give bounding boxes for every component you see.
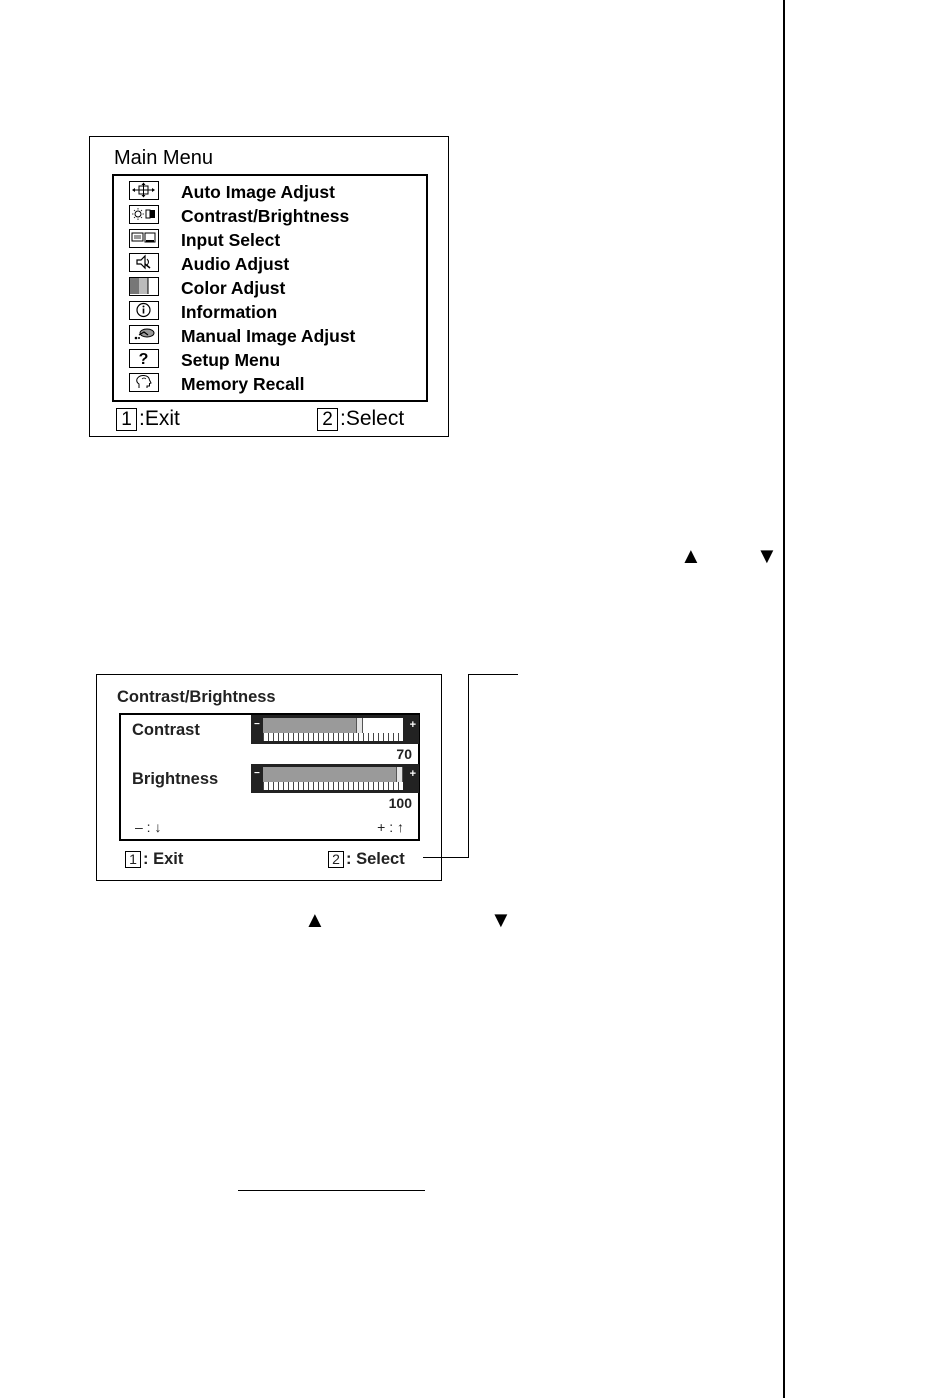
cb-select-label: : Select [346,850,405,868]
main-menu-list [112,174,428,402]
speaker-icon [129,253,159,272]
cb-title: Contrast/Brightness [117,688,276,706]
down-arrow-icon: ▼ [490,907,512,932]
brightness-value: 100 [388,795,412,811]
menu-item-information[interactable] [114,299,426,323]
increase-hint: + : ↑ [377,819,404,835]
key-2-box: 2 [317,408,338,431]
contrast-brightness-osd [96,674,442,881]
menu-item-label: Color Adjust [181,278,286,298]
menu-item-label: Input Select [181,230,281,250]
slider-thumb[interactable] [356,718,363,733]
color-bars-icon [129,277,159,296]
menu-item-memory-recall[interactable] [114,371,426,395]
contrast-slider[interactable] [251,715,419,744]
slider-ticks [263,782,403,790]
select-hint[interactable] [317,407,404,431]
sun-contrast-icon [129,205,159,224]
exit-label: :Exit [139,407,180,430]
move-arrows-icon [129,181,159,200]
slider-fill [263,767,403,782]
callout-line-top [468,674,518,675]
menu-item-contrast-brightness[interactable] [114,203,426,227]
menu-item-audio-adjust[interactable] [114,251,426,275]
cb-adjust-area [119,713,420,841]
brightness-slider[interactable] [251,764,419,793]
down-arrow-icon: ▼ [756,543,778,568]
slider-plus-icon: + [409,768,416,780]
menu-item-label: Manual Image Adjust [181,326,356,346]
info-icon [129,301,159,320]
menu-item-label: Audio Adjust [181,254,290,274]
cb-exit-label: : Exit [143,850,184,868]
page-border-line [783,0,785,1398]
contrast-value: 70 [396,746,412,762]
cb-exit-hint[interactable] [125,850,183,869]
menu-item-label: Auto Image Adjust [181,182,335,202]
svg-text:?: ? [138,351,149,366]
main-menu-title: Main Menu [114,147,213,169]
question-icon [129,349,159,368]
slider-thumb[interactable] [396,767,403,782]
decrease-hint: – : ↓ [135,819,162,835]
slider-fill [263,718,363,733]
slider-track [263,767,403,782]
head-recall-icon [129,373,159,392]
key-1-box: 1 [125,851,141,868]
menu-item-manual-image-adjust[interactable] [114,323,426,347]
brightness-label: Brightness [132,770,219,788]
contrast-label: Contrast [132,721,200,739]
footer-rule [238,1190,425,1191]
menu-item-input-select[interactable] [114,227,426,251]
select-label: :Select [340,407,405,430]
slider-track [263,718,403,733]
slider-ticks [263,733,403,741]
menu-item-label: Setup Menu [181,350,281,370]
menu-item-auto-image-adjust[interactable] [114,179,426,203]
hand-adjust-icon [129,325,159,344]
up-arrow-icon: ▲ [304,907,326,932]
up-arrow-icon: ▲ [680,543,702,568]
callout-line-bottom [423,857,469,858]
slider-minus-icon: − [254,768,260,779]
menu-item-label: Contrast/Brightness [181,206,350,226]
key-2-box: 2 [328,851,344,868]
input-source-icon [129,229,159,248]
menu-item-label: Information [181,302,278,322]
menu-item-label: Memory Recall [181,374,305,394]
slider-minus-icon: − [254,719,260,730]
slider-plus-icon: + [409,719,416,731]
menu-item-color-adjust[interactable] [114,275,426,299]
exit-hint[interactable] [116,407,180,431]
menu-item-setup-menu[interactable] [114,347,426,371]
cb-select-hint[interactable] [328,850,405,869]
key-1-box: 1 [116,408,137,431]
callout-line-vertical [468,674,469,858]
main-menu-osd [89,136,449,437]
